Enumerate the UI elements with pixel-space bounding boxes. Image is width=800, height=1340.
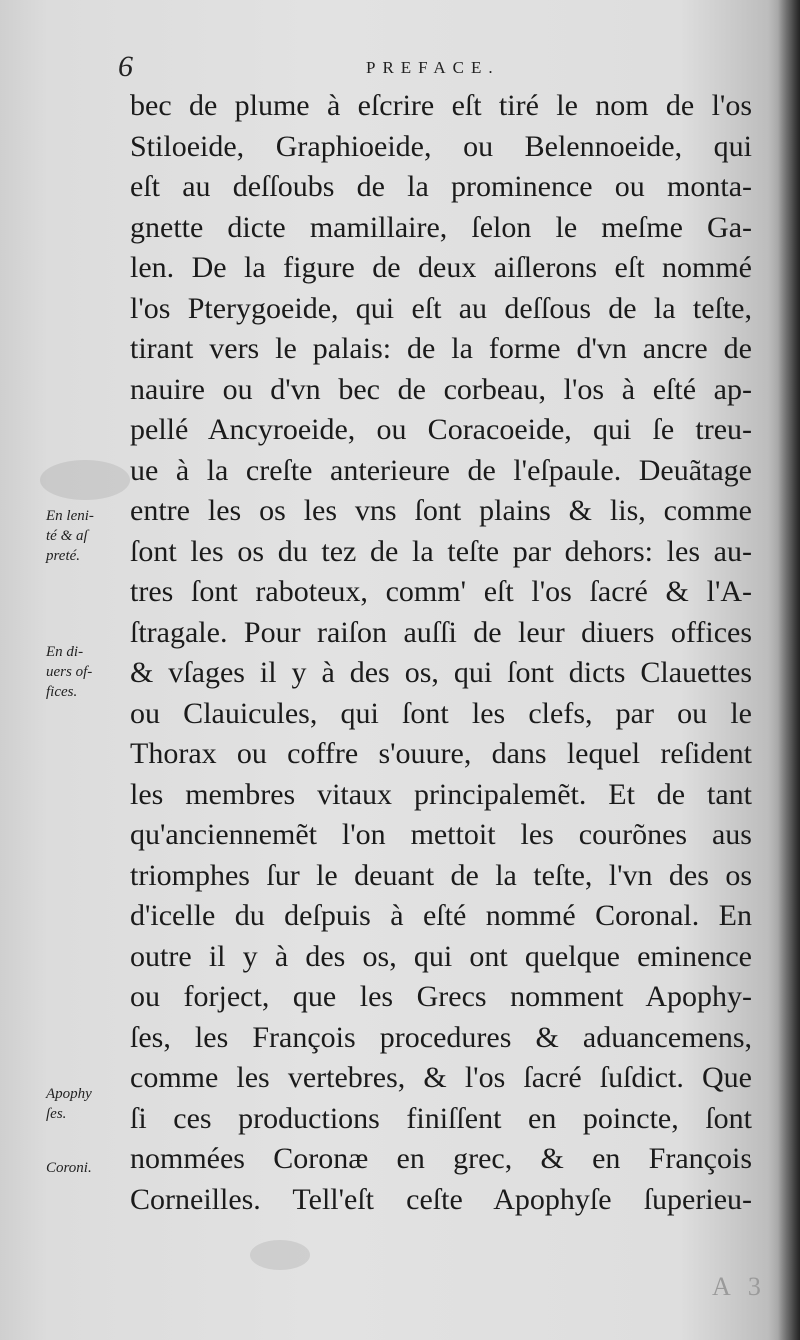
text-line: gnette dicte mamillaire, ſelon le meſme Ga- bbox=[130, 210, 752, 244]
text-line: Thorax ou coffre s'ouure, dans lequel reſident bbox=[130, 737, 752, 770]
text-line: ſes, les François procedures & aduancemens, bbox=[130, 1020, 752, 1054]
margin-note-line: ſes. bbox=[46, 1106, 67, 1122]
page-header bbox=[118, 52, 738, 88]
running-head: PREFACE. bbox=[366, 58, 500, 77]
text-line: bec de plume à eſcrire eſt tiré le nom de l'os bbox=[130, 89, 752, 122]
signature-mark: A 3 bbox=[712, 1272, 767, 1301]
page-stain bbox=[250, 1240, 310, 1270]
margin-note-line: En di- bbox=[46, 644, 84, 660]
text-line: qu'anciennemẽt l'on mettoit les courõnes aus bbox=[130, 818, 752, 851]
margin-note bbox=[46, 642, 128, 702]
text-line: ſont les os du tez de la teſte par dehors: les au- bbox=[130, 534, 752, 568]
text-line: ou Clauicules, qui ſont les clefs, par ou le bbox=[130, 696, 752, 730]
body-text bbox=[130, 86, 765, 1220]
text-line: & vſages il y à des os, qui ſont dicts Clauettes bbox=[130, 656, 752, 689]
text-line: les membres vitaux principalemẽt. Et de tant bbox=[130, 777, 752, 811]
text-line: ue à la creſte anterieure de l'eſpaule. Deuãtage bbox=[130, 453, 752, 487]
page-number: 6 bbox=[118, 50, 133, 83]
margin-note-line: uers of- bbox=[46, 664, 93, 680]
text-line: Corneilles. Tell'eſt ceſte Apophyſe ſuperieu- bbox=[130, 1182, 752, 1216]
text-line: nauire ou d'vn bec de corbeau, l'os à eſté ap- bbox=[130, 372, 752, 406]
text-line: Stiloeide, Graphioeide, ou Belennoeide, qui bbox=[130, 129, 752, 163]
margin-note bbox=[46, 1158, 128, 1178]
margin-note-line: Apophy bbox=[46, 1086, 92, 1102]
text-line: tres ſont raboteux, comm' eſt l'os ſacré & l'A- bbox=[130, 575, 752, 608]
text-line: eſt au deſſoubs de la prominence ou monta- bbox=[130, 170, 752, 203]
text-line: ſi ces productions finiſſent en poincte, ſont bbox=[130, 1101, 752, 1135]
margin-note-line: Coroni. bbox=[46, 1160, 92, 1176]
margin-note-line: En leni- bbox=[46, 508, 94, 524]
text-line: len. De la figure de deux aiſlerons eſt nommé bbox=[130, 251, 752, 284]
text-line: d'icelle du deſpuis à eſté nommé Coronal. En bbox=[130, 899, 752, 932]
page-edge-shadow bbox=[778, 0, 800, 1340]
text-line: l'os Pterygoeide, qui eſt au deſſous de la teſte, bbox=[130, 291, 752, 325]
margin-note bbox=[46, 1084, 128, 1124]
margin-note bbox=[46, 506, 128, 566]
text-line: comme les vertebres, & l'os ſacré ſuſdict. Que bbox=[130, 1061, 752, 1094]
text-line: ſtragale. Pour raiſon auſſi de leur diuers offices bbox=[130, 615, 752, 649]
margin-note-line: té & aſ bbox=[46, 528, 88, 544]
margin-note-line: preté. bbox=[46, 548, 81, 564]
text-line: entre les os les vns ſont plains & lis, comme bbox=[130, 494, 752, 527]
text-line: tirant vers le palais: de la forme d'vn ancre de bbox=[130, 332, 752, 365]
margin-note-line: fices. bbox=[46, 684, 78, 700]
text-line: ou forject, que les Grecs nomment Apophy- bbox=[130, 980, 752, 1013]
page-stain bbox=[40, 460, 130, 500]
text-line: nommées Coronæ en grec, & en François bbox=[130, 1142, 752, 1175]
text-line: triomphes ſur le deuant de la teſte, l'vn des os bbox=[130, 858, 752, 892]
text-line: pellé Ancyroeide, ou Coracoeide, qui ſe treu- bbox=[130, 413, 752, 446]
text-line: outre il y à des os, qui ont quelque eminence bbox=[130, 939, 752, 973]
